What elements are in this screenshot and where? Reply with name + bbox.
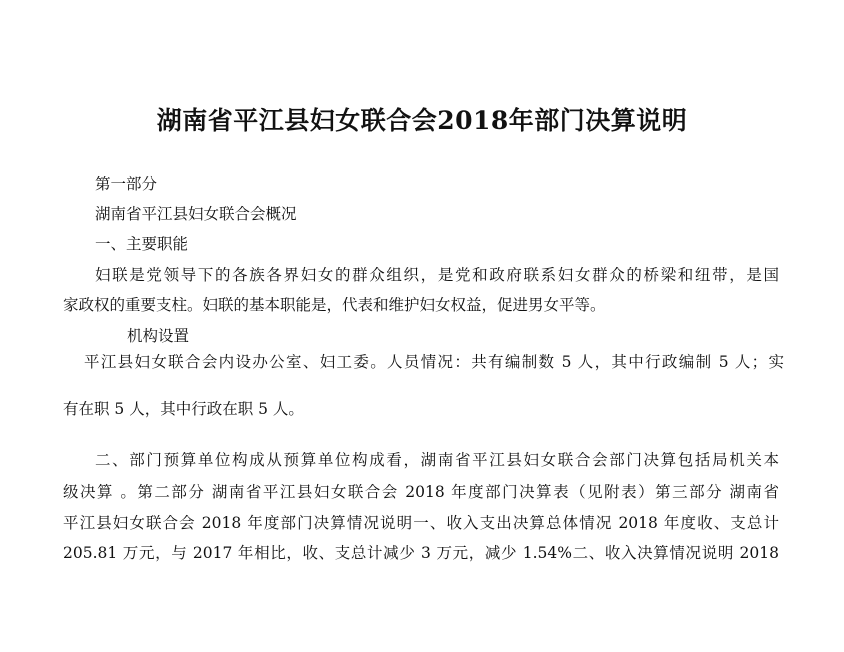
section2-paragraph-line-2: 级决算 。第二部分 湖南省平江县妇女联合会 2018 年度部门决算表（见附表）第三部分 湖南省 (63, 483, 779, 501)
duties-paragraph-line-1: 妇联是党领导下的各族各界妇女的群众组织，是党和政府联系妇女群众的桥梁和纽带，是国 (95, 266, 779, 284)
section2-paragraph-line-4: 205.81 万元，与 2017 年相比，收、支总计减少 3 万元，减少 1.54%二、收入决算情况说明 2018 (63, 544, 779, 562)
section2-paragraph-line-3: 平江县妇女联合会 2018 年度部门决算情况说明一、收入支出决算总体情况 2018 年度收、支总计 (63, 514, 779, 532)
overview-heading: 湖南省平江县妇女联合会概况 (95, 205, 297, 223)
duties-paragraph-line-2: 家政权的重要支柱。妇联的基本职能是，代表和维护妇女权益，促进男女平等。 (63, 296, 606, 314)
section-main-duties-heading: 一、主要职能 (95, 235, 189, 253)
org-paragraph-line-1: 平江县妇女联合会内设办公室、妇工委。人员情况：共有编制数 5 人，其中行政编制 5 人；实 (84, 353, 784, 371)
section2-paragraph-line-1: 二、部门预算单位构成从预算单位构成看，湖南省平江县妇女联合会部门决算包括局机关本 (95, 451, 779, 469)
org-setup-heading: 机构设置 (127, 327, 190, 345)
org-paragraph-line-2: 有在职 5 人，其中行政在职 5 人。 (63, 400, 304, 418)
page-title: 湖南省平江县妇女联合会2018年部门决算说明 (156, 106, 688, 135)
part-one-heading: 第一部分 (95, 175, 158, 193)
